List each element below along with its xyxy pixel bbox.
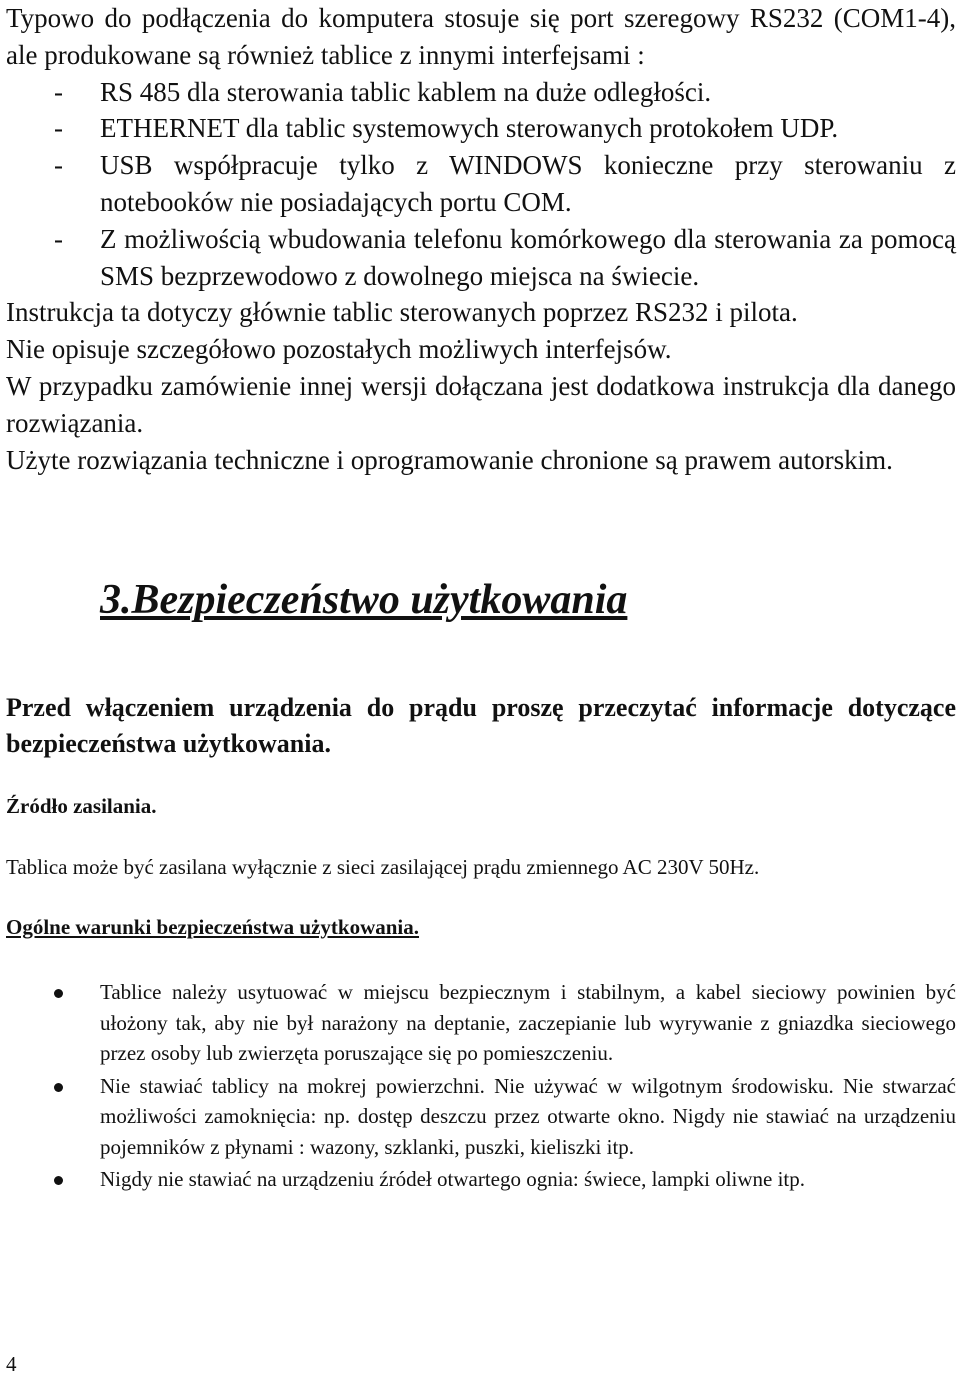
list-item [50,1071,956,1163]
list-item [50,977,956,1069]
general-conditions-heading: Ogólne warunki bezpieczeństwa użytkowania. [6,915,420,939]
section-title: 3.Bezpieczeństwo użytkowania [100,577,628,623]
safety-bullet-list [50,977,956,1197]
list-item-text: Nigdy nie stawiać na urządzeniu źródeł otwartego ognia: świece, lampki oliwne itp. [100,1167,806,1191]
bullet-icon [54,1083,63,1092]
dash-marker: - [54,223,63,254]
dash-marker: - [54,150,63,181]
intro-paragraph: Typowo do podłączenia do komputera stosuje się port szeregowy RS232 (COM1-4), ale produkowane są również tablice z innymi interfejsami : [6,3,956,70]
intro-section [6,0,956,478]
page-number: 4 [6,1352,17,1376]
other-versions-paragraph: W przypadku zamówienie innej wersji dołączana jest dodatkowa instrukcja dla danego rozwiązania. [6,370,956,438]
interface-item-text: USB współpracuje tylko z WINDOWS konieczne przy sterowaniu z notebooków nie posiadających portu COM. [100,150,956,217]
power-source-text: Tablica może być zasilana wyłącznie z sieci zasilającej prądu zmiennego AC 230V 50Hz. [6,855,760,879]
power-source-heading: Źródło zasilania. [6,794,157,818]
interface-item-usb [6,147,956,221]
scope-note: Nie opisuje szczegółowo pozostałych możliwych interfejsów. [6,334,672,365]
interface-item-text: RS 485 dla sterowania tablic kablem na duże odległości. [100,76,712,107]
interface-item-gsm [6,221,956,295]
list-item-text: Nie stawiać tablicy na mokrej powierzchni. Nie używać w wilgotnym środowisku. Nie stwarzać możliwości zamoknięcia: np. dostęp deszczu przez otwarte okno. Nigdy nie stawiać na urządzeniu pojemników z płynami : wazony, szklanki, puszki, kieliszki itp. [100,1073,956,1159]
bullet-icon [54,1176,63,1185]
interface-item-text: Z możliwością wbudowania telefonu komórkowego dla sterowania za pomocą SMS bezprzewodowo z dowolnego miejsca na świecie. [100,223,956,291]
scope-paragraph: Instrukcja ta dotyczy głównie tablic sterowanych poprzez RS232 i pilota. [6,297,798,328]
bullet-icon [54,989,63,998]
safety-warning: Przed włączeniem urządzenia do prądu proszę przeczytać informacje dotyczące bezpieczeństwa użytkowania. [6,693,956,758]
interface-item-ethernet [6,110,956,147]
dash-marker: - [54,113,63,144]
copyright-paragraph: Użyte rozwiązania techniczne i oprogramowanie chronione są prawem autorskim. [6,444,893,475]
dash-marker: - [54,76,63,107]
interface-item-rs485 [6,74,956,111]
interface-item-text: ETHERNET dla tablic systemowych sterowanych protokołem UDP. [100,113,839,144]
list-item-text: Tablice należy usytuować w miejscu bezpiecznym i stabilnym, a kabel sieciowy powinien być ułożony tak, aby nie był narażony na deptanie, zaczepianie lub wyrywanie z gniazdka sieciowego przez osoby lub zwierzęta poruszające się po pomieszczeniu. [100,980,956,1065]
list-item [50,1164,956,1195]
